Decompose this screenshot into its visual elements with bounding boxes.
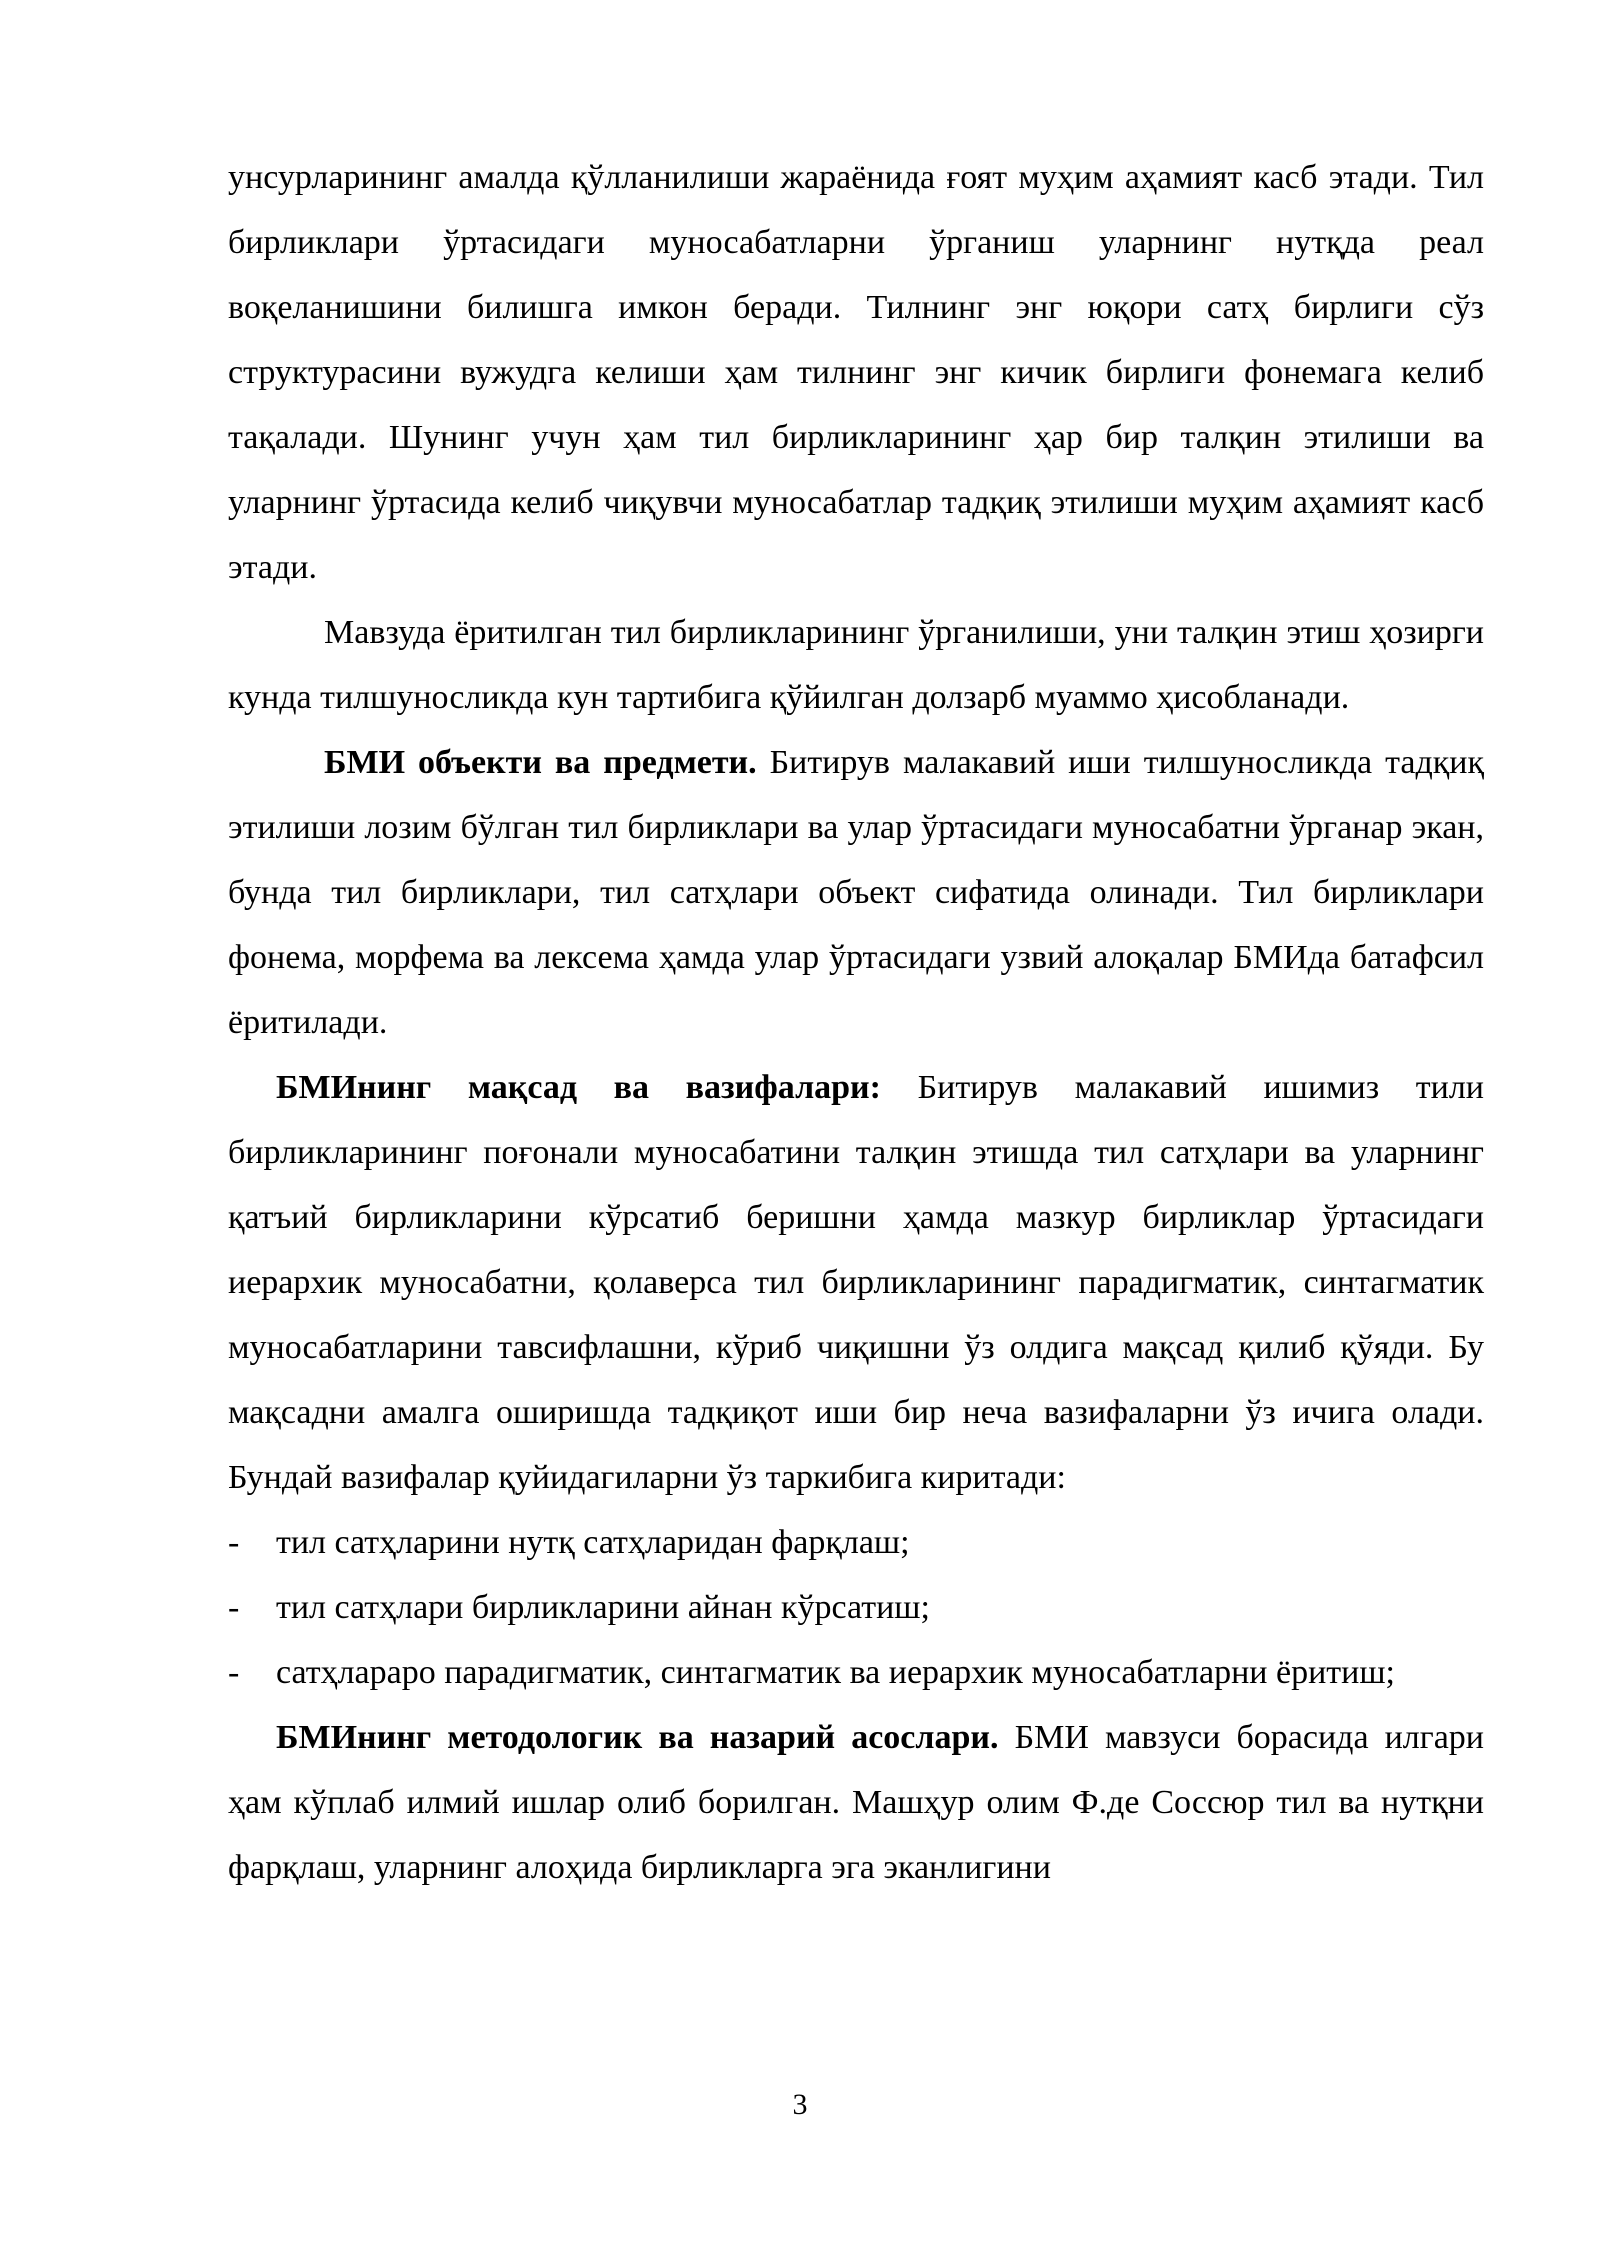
text-goals-tasks: Битирув малакавий ишимиз тили бирликларининг поғонали муносабатини талқин этишда тил сатҳлари ва уларнинг қатъий бирликларини кўрсатиб беришни ҳамда мазкур бирликлар ўртасидаги иерархик муносабатни, қолаверса тил бирликларининг парадигматик, синтагматик муносабатларини тавсифлашни, кўриб чиқишни ўз олдига мақсад қилиб қўяди. Бу мақсадни амалга оширишда тадқиқот иши бир неча вазифаларни ўз ичига олади. Бундай вазифалар қуйидагиларни ўз таркибига киритади: <box>228 1069 1484 1496</box>
list-marker: - <box>228 1654 240 1691</box>
list-item-text: тил сатҳлари бирликларини айнан кўрсатиш; <box>276 1589 930 1626</box>
list-item <box>228 1510 1484 1575</box>
list-marker: - <box>228 1524 240 1561</box>
list-item <box>228 1575 1484 1640</box>
text-object-subject: Битирув малакавий иши тилшуносликда тадқиқ этилиши лозим бўлган тил бирликлари ва улар ўртасидаги муносабатни ўрганар экан, бунда тил бирликлари, тил сатҳлари объект сифатида олинади. Тил бирликлари фонема, морфема ва лексема ҳамда улар ўртасидаги узвий алоқалар БМИда батафсил ёритилади. <box>228 744 1484 1041</box>
tasks-list <box>228 1510 1484 1705</box>
heading-methodology: БМИнинг методологик ва назарий асослари. <box>276 1719 999 1756</box>
paragraph-goals-tasks <box>228 1055 1484 1510</box>
page-number: 3 <box>792 2088 808 2121</box>
list-item-text: тил сатҳларини нутқ сатҳларидан фарқлаш; <box>276 1524 910 1561</box>
paragraph-methodology <box>228 1705 1484 1900</box>
paragraph-topic-relevance: Мавзуда ёритилган тил бирликларининг ўрганилиши, уни талқин этиш ҳозирги кунда тилшуносликда кун тартибига қўйилган долзарб муаммо ҳисобланади. <box>228 614 1484 716</box>
paragraph-intro: унсурларининг амалда қўлланилиши жараёнида ғоят муҳим аҳамият касб этади. Тил бирликлари ўртасидаги муносабатларни ўрганиш уларнинг нутқда реал воқеланишини билишга имкон беради. Тилнинг энг юқори сатҳ бирлиги сўз структурасини вужудга келиши ҳам тилнинг энг кичик бирлиги фонемага келиб тақалади. Шунинг учун ҳам тил бирликларининг ҳар бир талқин этилиши ва уларнинг ўртасида келиб чиқувчи муносабатлар тадқиқ этилиши муҳим аҳамият касб этади. <box>228 159 1484 586</box>
list-item-text: сатҳлараро парадигматик, синтагматик ва иерархик муносабатларни ёритиш; <box>276 1654 1395 1691</box>
text-methodology: БМИ мавзуси борасида илгари ҳам кўплаб илмий ишлар олиб борилган. Машҳур олим Ф.де Соссюр тил ва нутқни фарқлаш, уларнинг алоҳида бирликларга эга эканлигини <box>228 1719 1485 1886</box>
heading-object-subject: БМИ объекти ва предмети. <box>324 744 757 781</box>
paragraph-object-subject <box>228 730 1484 1055</box>
page-body <box>228 145 1484 1900</box>
list-marker: - <box>228 1589 240 1626</box>
list-item <box>228 1640 1484 1705</box>
heading-goals-tasks: БМИнинг мақсад ва вазифалари: <box>276 1069 881 1106</box>
